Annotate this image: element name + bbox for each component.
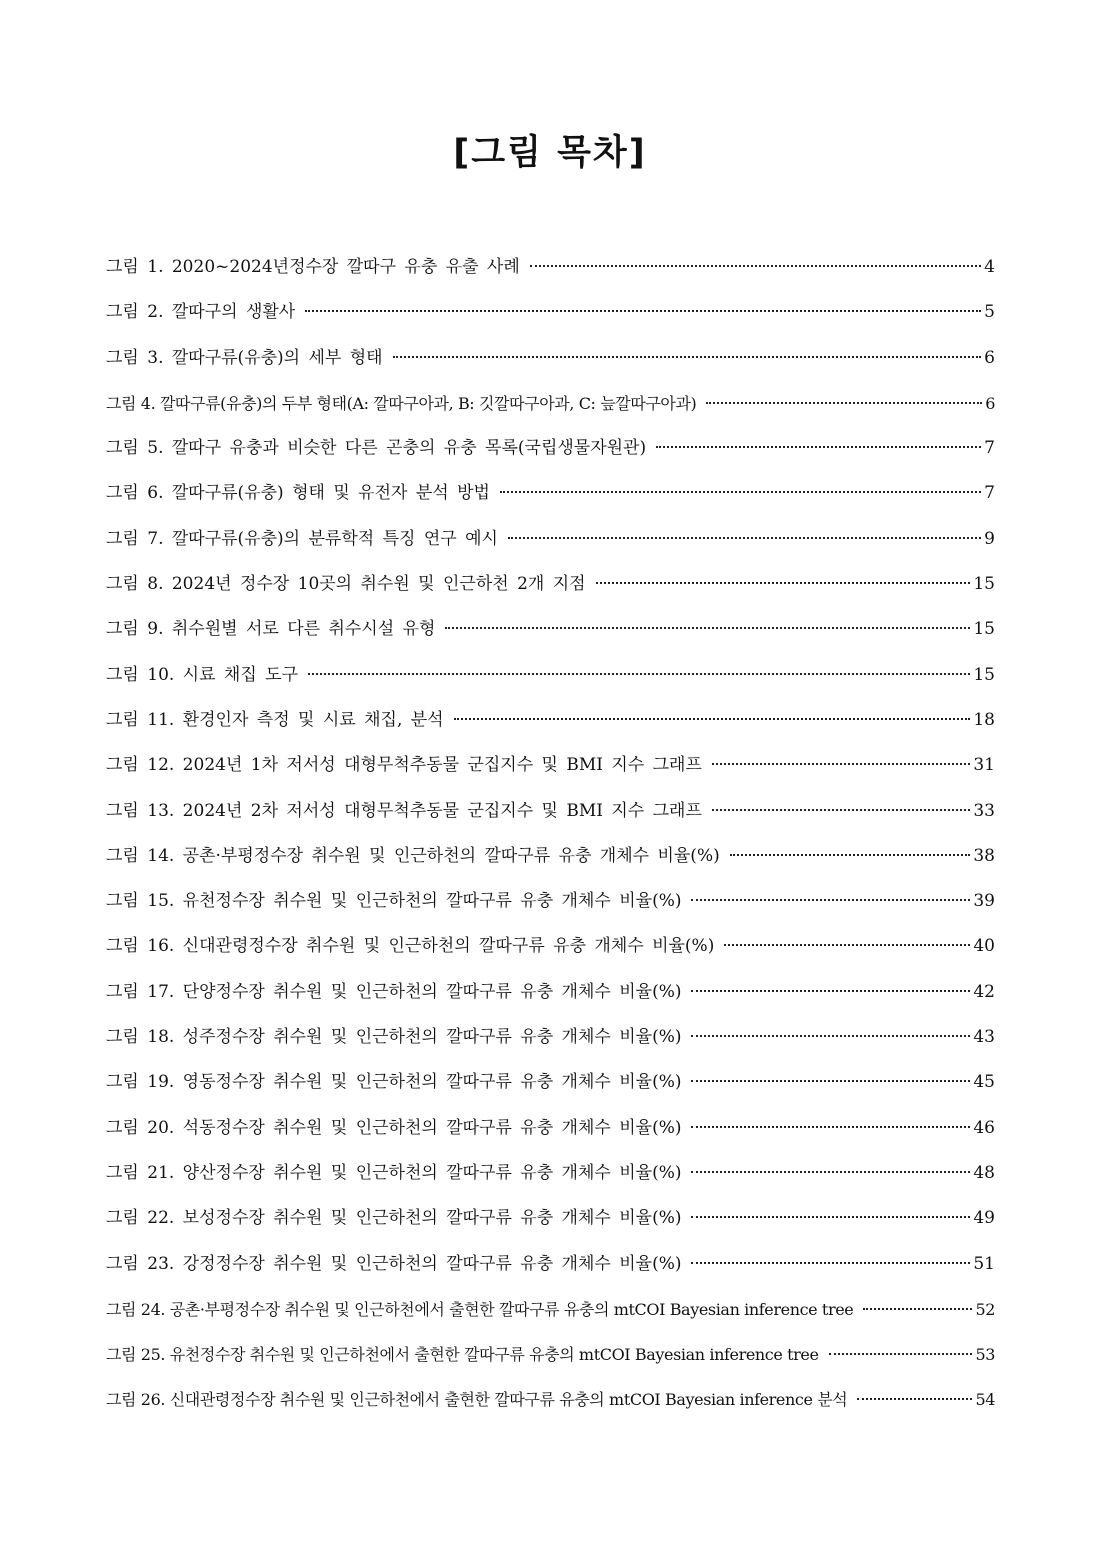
toc-entry[interactable] xyxy=(106,834,995,879)
toc-entry-page: 53 xyxy=(975,1345,995,1365)
dot-leader xyxy=(508,537,981,539)
toc-entry-page: 51 xyxy=(973,1253,995,1274)
toc-entry-label: 그림 1. 2020~2024년정수장 깔따구 유충 유출 사례 xyxy=(106,257,520,277)
dot-leader xyxy=(691,1216,970,1218)
toc-entry-page: 4 xyxy=(984,257,995,277)
toc-entry[interactable] xyxy=(106,426,995,471)
toc-entry-page: 6 xyxy=(985,393,995,413)
toc-entry-page: 39 xyxy=(973,891,995,912)
toc-entry-label: 그림 24. 공촌·부평정수장 취수원 및 인근하천에서 출현한 깔따구류 유충의 mtCOI Bayesian inference tree xyxy=(106,1299,854,1319)
toc-entry-page: 46 xyxy=(973,1117,995,1138)
toc-entry-page: 7 xyxy=(984,483,995,504)
toc-entry[interactable] xyxy=(106,879,995,924)
toc-entry-label: 그림 3. 깔따구류(유충)의 세부 형태 xyxy=(106,347,383,368)
toc-entry-label: 그림 13. 2024년 2차 저서성 대형무척추동물 군집지수 및 BMI 지수 그래프 xyxy=(106,800,702,821)
toc-entry-label: 그림 22. 보성정수장 취수원 및 인근하천의 깔따구류 유충 개체수 비율(%) xyxy=(106,1208,682,1229)
toc-entry-label: 그림 21. 양산정수장 취수원 및 인근하천의 깔따구류 유충 개체수 비율(%) xyxy=(106,1162,682,1183)
dot-leader xyxy=(656,446,981,448)
toc-entry[interactable] xyxy=(106,1287,995,1332)
toc-entry[interactable] xyxy=(106,607,995,652)
toc-entry-page: 18 xyxy=(973,709,995,730)
toc-entry[interactable] xyxy=(106,1196,995,1241)
toc-entry[interactable] xyxy=(106,698,995,743)
toc-entry-page: 42 xyxy=(973,981,995,1002)
toc-entry[interactable] xyxy=(106,1015,995,1060)
dot-leader xyxy=(691,899,970,901)
toc-entry-label: 그림 11. 환경인자 측정 및 시료 채집, 분석 xyxy=(106,709,444,730)
toc-entry-label: 그림 5. 깔따구 유충과 비슷한 다른 곤충의 유충 목록(국립생물자원관) xyxy=(106,438,647,459)
toc-entry[interactable] xyxy=(106,471,995,516)
figure-table-of-contents xyxy=(106,245,995,1423)
toc-entry-label: 그림 16. 신대관령정수장 취수원 및 인근하천의 깔따구류 유충 개체수 비율(%) xyxy=(106,936,715,957)
toc-entry[interactable] xyxy=(106,653,995,698)
toc-entry-page: 54 xyxy=(975,1390,995,1410)
dot-leader xyxy=(691,1171,970,1173)
dot-leader xyxy=(712,809,970,811)
dot-leader xyxy=(706,402,982,404)
toc-entry-page: 15 xyxy=(973,619,995,640)
toc-entry-label: 그림 8. 2024년 정수장 10곳의 취수원 및 인근하천 2개 지점 xyxy=(106,574,586,595)
toc-entry[interactable] xyxy=(106,924,995,969)
toc-entry-label: 그림 4. 깔따구류(유충)의 두부 형태(A: 깔따구아과, B: 깃깔따구아과, C: 늪깔따구아과) xyxy=(106,393,697,413)
toc-entry[interactable] xyxy=(106,743,995,788)
toc-entry-page: 31 xyxy=(973,755,995,776)
dot-leader xyxy=(691,990,970,992)
dot-leader xyxy=(691,1080,970,1082)
toc-entry[interactable] xyxy=(106,789,995,834)
toc-entry[interactable] xyxy=(106,562,995,607)
toc-entry-label: 그림 26. 신대관령정수장 취수원 및 인근하천에서 출현한 깔따구류 유충의 mtCOI Bayesian inference 분석 xyxy=(106,1390,848,1410)
page-title: [그림 목차] xyxy=(453,133,647,173)
toc-entry-page: 33 xyxy=(973,800,995,821)
toc-entry[interactable] xyxy=(106,1377,995,1422)
toc-entry-label: 그림 7. 깔따구류(유충)의 분류학적 특징 연구 예시 xyxy=(106,528,498,549)
toc-entry[interactable] xyxy=(106,1106,995,1151)
dot-leader xyxy=(691,1126,970,1128)
toc-entry-label: 그림 2. 깔따구의 생활사 xyxy=(106,302,296,323)
dot-leader xyxy=(730,854,971,856)
dot-leader xyxy=(712,763,970,765)
toc-entry-label: 그림 14. 공촌·부평정수장 취수원 및 인근하천의 깔따구류 유충 개체수 비율(%) xyxy=(106,845,720,866)
toc-entry-label: 그림 12. 2024년 1차 저서성 대형무척추동물 군집지수 및 BMI 지수 그래프 xyxy=(106,755,702,776)
toc-entry-label: 그림 25. 유천정수장 취수원 및 인근하천에서 출현한 깔따구류 유충의 mtCOI Bayesian inference tree xyxy=(106,1345,819,1365)
dot-leader xyxy=(691,1035,970,1037)
dot-leader xyxy=(308,673,970,675)
toc-entry[interactable] xyxy=(106,1151,995,1196)
dot-leader xyxy=(530,265,981,267)
toc-entry-page: 15 xyxy=(973,664,995,685)
toc-entry[interactable] xyxy=(106,290,995,335)
toc-entry-label: 그림 20. 석동정수장 취수원 및 인근하천의 깔따구류 유충 개체수 비율(%) xyxy=(106,1117,682,1138)
toc-entry-page: 48 xyxy=(973,1162,995,1183)
toc-entry-label: 그림 23. 강정정수장 취수원 및 인근하천의 깔따구류 유충 개체수 비율(%) xyxy=(106,1253,682,1274)
toc-entry-page: 15 xyxy=(973,574,995,595)
toc-entry-page: 52 xyxy=(975,1299,995,1319)
toc-entry-label: 그림 18. 성주정수장 취수원 및 인근하천의 깔따구류 유충 개체수 비율(%) xyxy=(106,1027,682,1048)
dot-leader xyxy=(500,491,981,493)
dot-leader xyxy=(445,627,970,629)
toc-entry-label: 그림 6. 깔따구류(유충) 형태 및 유전자 분석 방법 xyxy=(106,483,490,504)
toc-entry[interactable] xyxy=(106,517,995,562)
toc-entry-label: 그림 19. 영동정수장 취수원 및 인근하천의 깔따구류 유충 개체수 비율(%) xyxy=(106,1072,682,1093)
toc-entry-page: 38 xyxy=(973,845,995,866)
toc-entry-page: 49 xyxy=(973,1208,995,1229)
toc-entry-page: 40 xyxy=(973,936,995,957)
toc-entry-page: 5 xyxy=(984,302,995,323)
toc-entry-label: 그림 17. 단양정수장 취수원 및 인근하천의 깔따구류 유충 개체수 비율(%) xyxy=(106,981,682,1002)
dot-leader xyxy=(857,1398,972,1400)
toc-entry[interactable] xyxy=(106,381,995,426)
toc-entry-page: 9 xyxy=(984,528,995,549)
toc-entry[interactable] xyxy=(106,1332,995,1377)
toc-entry-page: 7 xyxy=(984,438,995,459)
toc-entry[interactable] xyxy=(106,1242,995,1287)
dot-leader xyxy=(829,1353,973,1355)
toc-entry[interactable] xyxy=(106,970,995,1015)
toc-entry-page: 6 xyxy=(984,347,995,368)
dot-leader xyxy=(691,1262,970,1264)
toc-entry-label: 그림 10. 시료 채집 도구 xyxy=(106,664,299,685)
dot-leader xyxy=(454,718,971,720)
toc-entry-label: 그림 15. 유천정수장 취수원 및 인근하천의 깔따구류 유충 개체수 비율(%) xyxy=(106,891,682,912)
dot-leader xyxy=(863,1308,972,1310)
dot-leader xyxy=(305,310,981,312)
toc-entry[interactable] xyxy=(106,336,995,381)
toc-entry-page: 45 xyxy=(973,1072,995,1093)
dot-leader xyxy=(393,356,982,358)
toc-entry-page: 43 xyxy=(973,1027,995,1048)
toc-entry[interactable] xyxy=(106,245,995,290)
toc-entry-label: 그림 9. 취수원별 서로 다른 취수시설 유형 xyxy=(106,619,436,640)
dot-leader xyxy=(596,582,971,584)
dot-leader xyxy=(724,944,970,946)
toc-entry[interactable] xyxy=(106,1060,995,1105)
